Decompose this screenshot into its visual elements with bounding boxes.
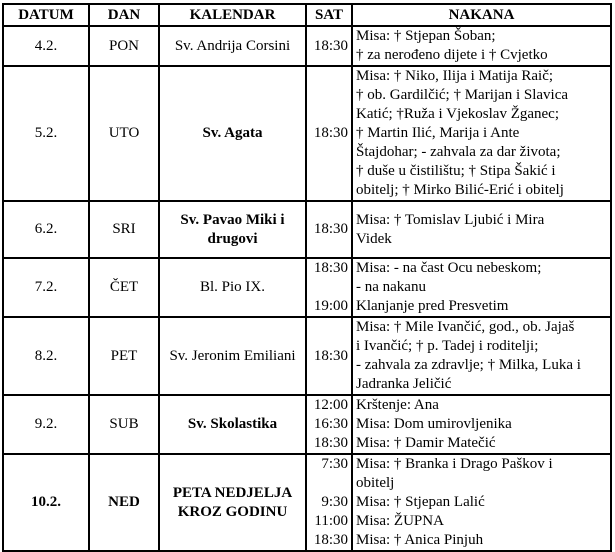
notes-cell	[352, 395, 611, 454]
time-cell	[306, 201, 352, 258]
calendar-cell: PETA NEDJELJA KROZ GODINU	[159, 454, 306, 551]
day-cell: PON	[89, 26, 159, 66]
calendar-cell: Sv. Andrija Corsini	[159, 26, 306, 66]
note-line: Misa: † Anica Pinjuh	[356, 532, 484, 548]
header-sat: SAT	[306, 4, 352, 26]
table-row	[3, 317, 611, 395]
time-value: 18:30	[313, 347, 348, 364]
notes-cell	[352, 317, 611, 395]
header-datum: DATUM	[3, 4, 89, 26]
calendar-cell: Bl. Pio IX.	[159, 258, 306, 317]
table-row	[3, 395, 611, 454]
header-nakana: NAKANA	[352, 4, 611, 26]
calendar-cell: Sv. Pavao Miki i drugovi	[159, 201, 306, 258]
day-cell: ČET	[89, 258, 159, 317]
time-value: 18:30	[313, 37, 348, 54]
note-line: † Martin Ilić, Marija i Ante	[356, 125, 520, 141]
notes-cell	[352, 26, 611, 66]
date-cell: 10.2.	[3, 454, 89, 551]
time-value: 18:30	[313, 435, 348, 451]
note-line: † duše u čistilištu; † Stipa Šakić i	[356, 163, 556, 179]
table-row	[3, 66, 611, 201]
day-cell: UTO	[89, 66, 159, 201]
note-line: Katić; †Ruža i Vjekoslav Žganec;	[356, 106, 559, 122]
table-row	[3, 201, 611, 258]
calendar-cell: Sv. Jeronim Emiliani	[159, 317, 306, 395]
date-cell: 7.2.	[3, 258, 89, 317]
note-line: obitelj; † Mirko Bilić-Erić i obitelj	[356, 182, 564, 198]
day-cell: SUB	[89, 395, 159, 454]
time-cell	[306, 317, 352, 395]
date-cell: 5.2.	[3, 66, 89, 201]
header-kalendar: KALENDAR	[159, 4, 306, 26]
note-line: Misa: † Stjepan Šoban;	[356, 28, 496, 44]
note-line: Jadranka Jeličić	[356, 376, 452, 392]
time-value: 19:00	[313, 298, 348, 314]
note-line: - na nakanu	[356, 279, 426, 295]
note-line: Misa: † Niko, Ilija i Matija Raič;	[356, 68, 554, 84]
time-value: 18:30	[313, 532, 348, 548]
calendar-cell: Sv. Agata	[159, 66, 306, 201]
note-line: - zahvala za zdravlje; † Milka, Luka i	[356, 357, 581, 373]
notes-cell	[352, 66, 611, 201]
note-line: Misa: † Branka i Drago Paškov i	[356, 456, 553, 472]
note-line: Misa: Dom umirovljenika	[356, 416, 512, 432]
header-row	[3, 4, 611, 26]
time-value: 12:00	[313, 397, 348, 413]
note-line: Videk	[356, 230, 392, 247]
note-line: Misa: † Tomislav Ljubić i Mira	[356, 211, 545, 228]
note-line: Misa: † Damir Matečić	[356, 435, 496, 451]
time-value: 18:30	[313, 260, 348, 276]
time-value: 9:30	[321, 494, 348, 510]
time-spacer	[310, 474, 348, 493]
time-value: 11:00	[314, 513, 348, 529]
note-line: Misa: ŽUPNA	[356, 513, 444, 529]
time-value: 18:30	[313, 221, 348, 237]
note-line: Štajdohar; - zahvala za dar života;	[356, 144, 561, 160]
date-cell: 4.2.	[3, 26, 89, 66]
mass-schedule-table	[2, 3, 612, 552]
time-cell	[306, 26, 352, 66]
table-row	[3, 258, 611, 317]
date-cell: 9.2.	[3, 395, 89, 454]
time-cell	[306, 66, 352, 201]
date-cell: 6.2.	[3, 201, 89, 258]
note-line: obitelj	[356, 475, 395, 491]
time-value: 18:30	[313, 125, 348, 141]
table-row	[3, 26, 611, 66]
calendar-cell: Sv. Skolastika	[159, 395, 306, 454]
notes-cell	[352, 201, 611, 258]
time-cell	[306, 258, 352, 317]
note-line: † ob. Gardilčić; † Marijan i Slavica	[356, 87, 569, 103]
note-line: † za nerođeno dijete i † Cvjetko	[356, 47, 548, 63]
note-line: Krštenje: Ana	[356, 397, 439, 413]
time-value: 16:30	[313, 416, 348, 432]
note-line: Misa: - na čast Ocu nebeskom;	[356, 260, 542, 276]
note-line: Misa: † Stjepan Lalić	[356, 494, 485, 510]
note-line: Klanjanje pred Presvetim	[356, 298, 509, 314]
day-cell: NED	[89, 454, 159, 551]
time-spacer	[310, 278, 348, 297]
day-cell: SRI	[89, 201, 159, 258]
date-cell: 8.2.	[3, 317, 89, 395]
notes-cell	[352, 258, 611, 317]
notes-cell	[352, 454, 611, 551]
time-cell	[306, 395, 352, 454]
note-line: Misa: † Mile Ivančić, god., ob. Jajaš	[356, 319, 575, 335]
table-row	[3, 454, 611, 551]
time-value: 7:30	[321, 456, 348, 472]
header-dan: DAN	[89, 4, 159, 26]
note-line: i Ivančić; † p. Tadej i roditelji;	[356, 338, 539, 354]
time-cell	[306, 454, 352, 551]
day-cell: PET	[89, 317, 159, 395]
